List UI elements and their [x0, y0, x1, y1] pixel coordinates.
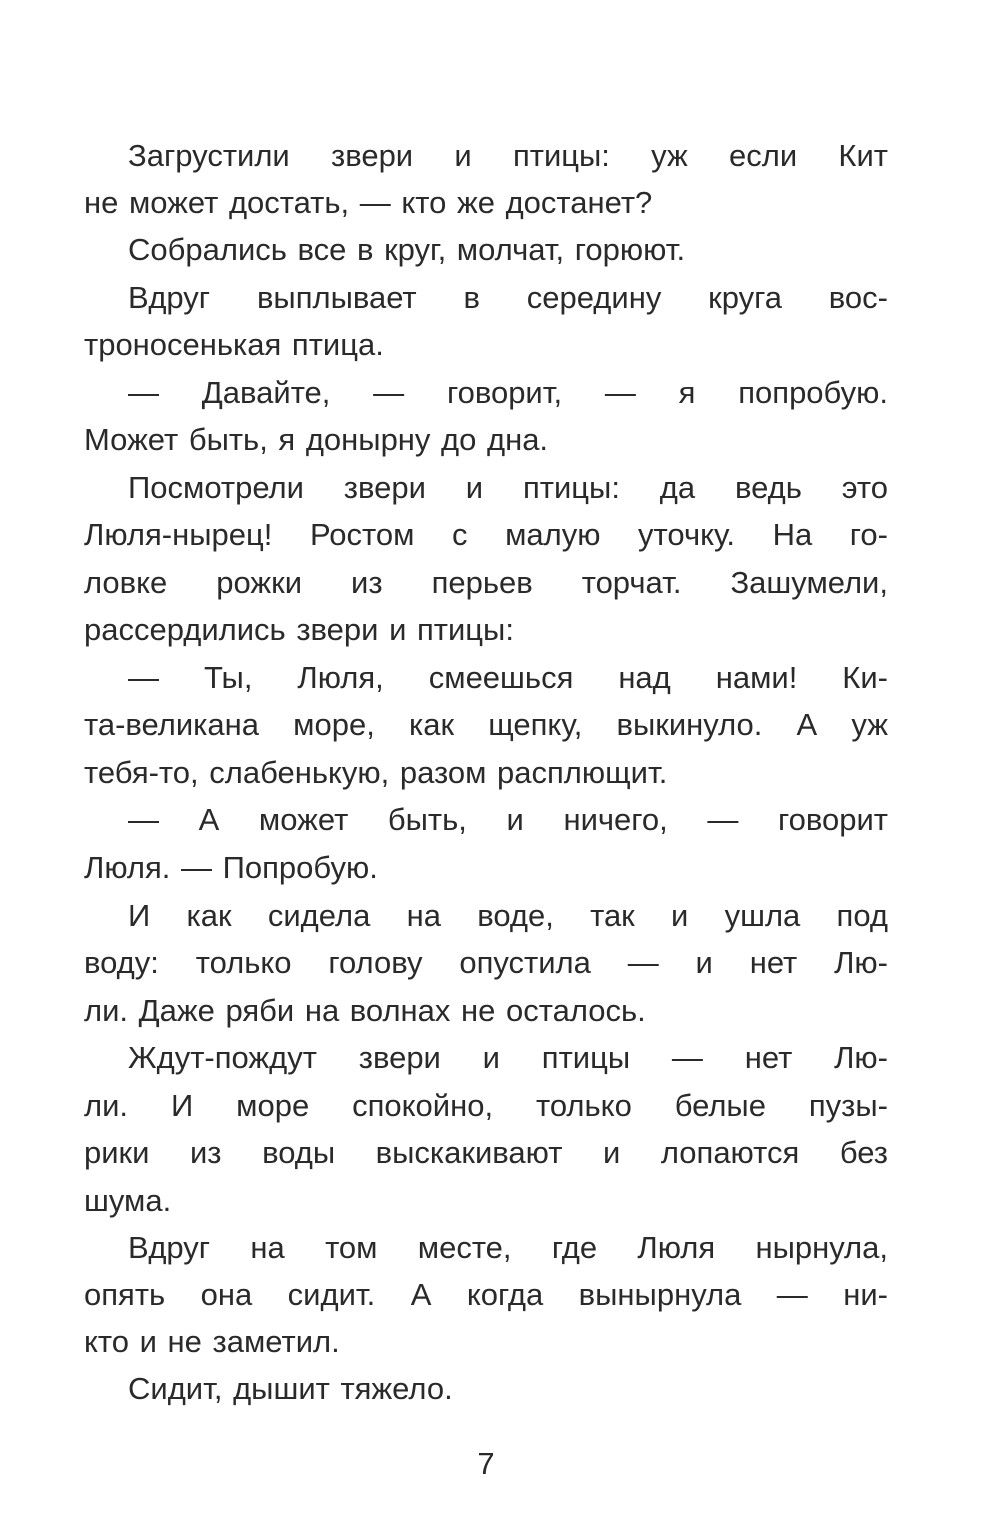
text-line: кто и не заметил. [84, 1324, 340, 1359]
text-line: Может быть, я донырну до дна. [84, 422, 549, 457]
text-line: Люля. — Попробую. [84, 850, 378, 885]
text-line: Загрустили звери и птицы: уж если Кит [128, 138, 888, 173]
text-line: рассердились звери и птицы: [84, 612, 514, 647]
text-line: ловке рожки из перьев торчат. Зашумели, [84, 565, 888, 600]
text-line: Ждут-пождут звери и птицы — нет Лю- [128, 1040, 888, 1075]
text-line: — Давайте, — говорит, — я попробую. [128, 375, 888, 410]
text-line: троносенькая птица. [84, 327, 384, 362]
text-line: Собрались все в круг, молчат, горюют. [128, 232, 686, 267]
text-line: воду: только голову опустила — и нет Лю- [84, 945, 888, 980]
text-line: Люля-нырец! Ростом с малую уточку. На го- [84, 517, 888, 552]
text-line: ли. Даже ряби на волнах не осталось. [84, 993, 646, 1028]
text-line: Вдруг на том месте, где Люля нырнула, [128, 1230, 888, 1265]
text-line: — А может быть, и ничего, — говорит [128, 802, 888, 837]
text-line: И как сидела на воде, так и ушла под [128, 898, 888, 933]
text-line: Посмотрели звери и птицы: да ведь это [128, 470, 888, 505]
text-line: — Ты, Люля, смеешься над нами! Ки- [128, 660, 888, 695]
text-line: ли. И море спокойно, только белые пузы- [84, 1088, 888, 1123]
text-line: Сидит, дышит тяжело. [128, 1371, 453, 1406]
text-line: та-великана море, как щепку, выкинуло. А уж [84, 707, 888, 742]
page-number: 7 [477, 1446, 495, 1481]
text-line: рики из воды выскакивают и лопаются без [84, 1135, 888, 1170]
text-line: шума. [84, 1183, 172, 1218]
text-line: опять она сидит. А когда вынырнула — ни- [84, 1277, 888, 1312]
text-line: тебя-то, слабенькую, разом расплющит. [84, 755, 668, 790]
text-line: Вдруг выплывает в середину круга вос- [128, 280, 888, 315]
text-line: не может достать, — кто же достанет? [84, 185, 653, 220]
